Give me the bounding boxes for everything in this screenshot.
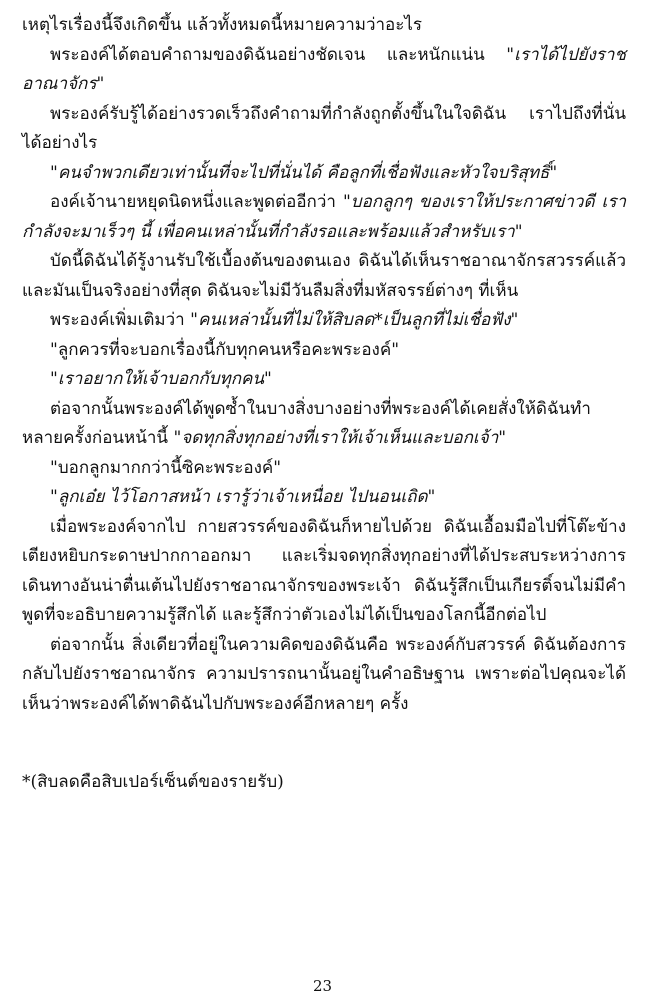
paragraph	[22, 247, 626, 306]
paragraph	[22, 513, 626, 631]
body-text	[22, 11, 626, 719]
text-run: "ลูกควรที่จะบอกเรื่องนี้กับทุกคนหรือคะพระองค์"	[50, 339, 400, 360]
quoted-speech: "จดทุกสิ่งทุกอย่างที่เราให้เจ้าเห็นและบอกเจ้า"	[173, 428, 507, 448]
quoted-speech: "คนจำพวกเดียวเท่านั้นที่จะไปที่นั่นได้ คือลูกที่เชื่อฟังและหัวใจบริสุทธิ์"	[50, 162, 558, 183]
text-run: เมื่อพระองค์จากไป กายสวรรค์ของดิฉันก็หายไปด้วย ดิฉันเอื้อมมือไปที่โต๊ะข้างเตียงหยิบกระดาษปากกาออกมา และเริ่มจดทุกสิ่งทุกอย่างที่ได้ประสบระหว่างการเดินทางอันน่าตื่นเต้นไปยังราชอาณาจักรของพระเจ้า ดิฉันรู้สึกเป็นเกียรติ์จนไม่มีคำพูดที่จะอธิบายความรู้สึกได้ และรู้สึกว่าตัวเองไม่ได้เป็นของโลกนี้อีกต่อไป	[22, 516, 626, 625]
quoted-speech: "เราได้ไปยังราชอาณาจักร"	[22, 44, 626, 94]
text-run: พระองค์เพิ่มเติมว่า	[50, 310, 191, 330]
quoted-speech: "เราอยากให้เจ้าบอกกับทุกคน"	[50, 369, 272, 389]
paragraph	[22, 159, 626, 189]
text-run: องค์เจ้านายหยุดนิดหนึ่งและพูดต่ออีกว่า	[50, 192, 343, 212]
paragraph	[22, 100, 626, 159]
text-run: ต่อจากนั้น สิ่งเดียวที่อยู่ในความคิดของดิฉันคือ พระองค์กับสวรรค์ ดิฉันต้องการกลับไปยังราชอาณาจักร ความปรารถนานั้นอยู่ในคำอธิษฐาน เพราะต่อไปคุณจะได้เห็นว่าพระองค์ได้พาดิฉันไปกับพระองค์อีกหลายๆ ครั้ง	[22, 634, 626, 714]
paragraph	[22, 631, 626, 720]
quoted-speech: "ลูกเอ๋ย ไว้โอกาสหน้า เรารู้ว่าเจ้าเหนื่อย ไปนอนเถิด"	[50, 487, 436, 507]
paragraph	[22, 306, 626, 336]
paragraph	[22, 41, 626, 100]
paragraph	[22, 454, 626, 484]
paragraph	[22, 11, 626, 41]
text-run: พระองค์ได้ตอบคำถามของดิฉันอย่างชัดเจน และหนักแน่น	[50, 44, 507, 65]
paragraph	[22, 483, 626, 513]
quoted-speech: "บอกลูกๆ ของเราให้ประกาศข่าวดี เรากำลังจะมาเร็วๆ นี้ เพื่อคนเหล่านั้นที่กำลังรอและพร้อมแล้วสำหรับเรา"	[22, 192, 627, 242]
text-run: บัดนี้ดิฉันได้รู้งานรับใช้เบื้องต้นของตนเอง ดิฉันได้เห็นราชอาณาจักรสวรรค์แล้ว และมันเป็นจริงอย่างที่สุด ดิฉันจะไม่มีวันลืมสิ่งที่มหัสจรรย์ต่างๆ ที่เห็น	[22, 251, 626, 301]
page-number: 23	[312, 977, 333, 995]
paragraph	[22, 395, 626, 454]
text-run: "บอกลูกมากกว่านี้ซิคะพระองค์"	[50, 457, 282, 478]
paragraph	[22, 365, 626, 395]
paragraph	[22, 336, 626, 366]
footnote: *(สิบลดคือสิบเปอร์เซ็นต์ของรายรับ)	[22, 772, 284, 792]
paragraph	[22, 188, 626, 247]
quoted-speech: "คนเหล่านั้นที่ไม่ให้สิบลด*เป็นลูกที่ไม่เชื่อฟัง"	[190, 310, 519, 330]
text-run: พระองค์รับรู้ได้อย่างรวดเร็วถึงคำถามที่กำลังถูกตั้งขึ้นในใจดิฉัน เราไปถึงที่นั่นได้อย่างไร	[22, 103, 626, 153]
text-run: เหตุไรเรื่องนี้จึงเกิดขึ้น แล้วทั้งหมดนี้หมายความว่าอะไร	[22, 15, 423, 35]
text-run: ต่อจากนั้นพระองค์ได้พูดซ้ำในบางสิ่งบางอย่างที่พระองค์ได้เคยสั่งให้ดิฉันทำหลายครั้งก่อนหน้านี้	[22, 398, 591, 448]
